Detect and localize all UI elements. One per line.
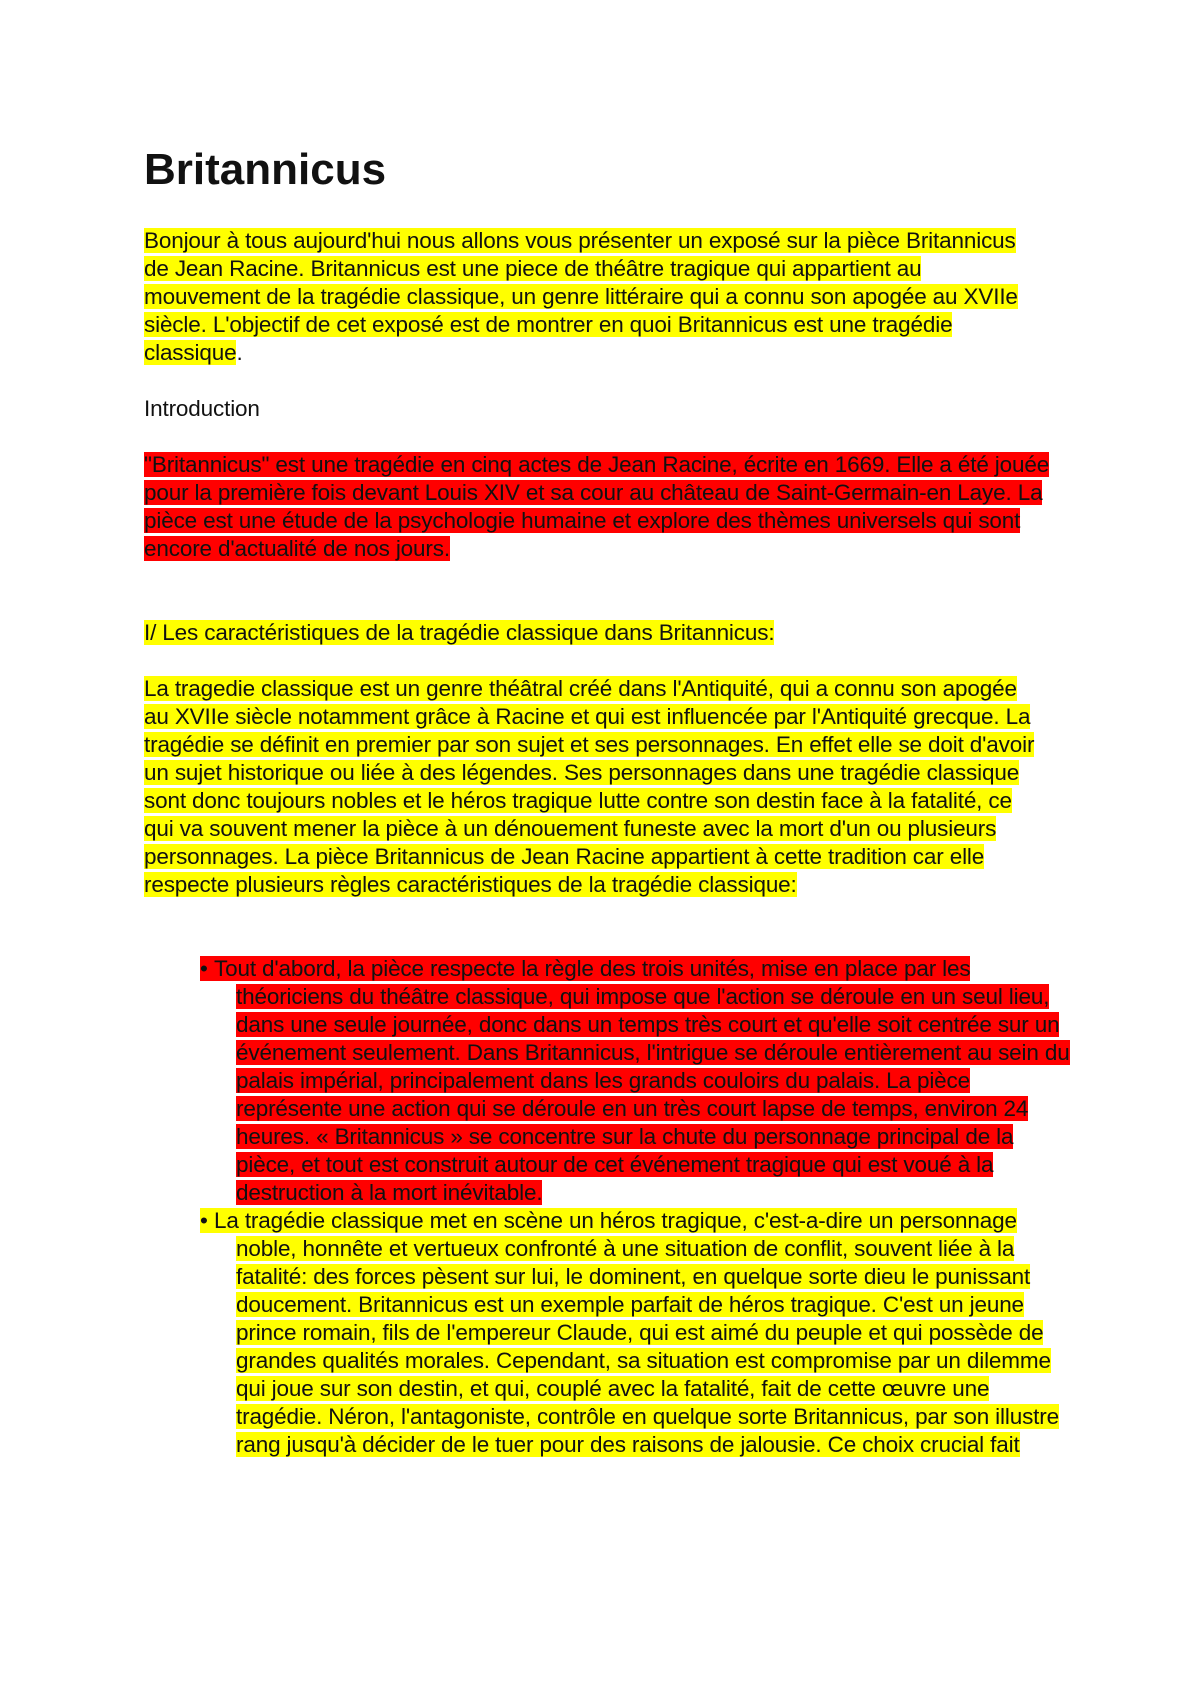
bullet-icon: • <box>200 956 208 981</box>
section-paragraph-text: La tragedie classique est un genre théâtral créé dans l'Antiquité, qui a connu son apogée au XVIIe siècle notamment grâce à Racine et qui est influencée par l'Antiquité grecque. La tragédie se définit en premier par son sujet et ses personnages. En effet elle se doit d'avoir un sujet historique ou liée à des légendes. Ses personnages dans une tragédie classique sont donc toujours nobles et le héros tragique lutte contre son destin face à la fatalité, ce qui va souvent mener la pièce à un dénouement funeste avec la mort d'un ou plusieurs personnages. La pièce Britannicus de Jean Racine appartient à cette tradition car elle respecte plusieurs règles caractéristiques de la tragédie classique: <box>144 676 1035 897</box>
section-heading <box>144 619 1034 647</box>
bullet-list <box>200 955 1070 1459</box>
bullet-icon: • <box>200 1208 208 1233</box>
introduction-heading: Introduction <box>144 396 260 421</box>
introduction-paragraph <box>144 451 1064 563</box>
list-item <box>200 955 1070 1207</box>
section-paragraph <box>144 675 1044 899</box>
intro-paragraph-end: . <box>236 340 243 365</box>
intro-paragraph <box>144 227 1034 367</box>
document-title: Britannicus <box>144 145 387 194</box>
intro-paragraph-text: Bonjour à tous aujourd'hui nous allons vous présenter un exposé sur la pièce Britannicus de Jean Racine. Britannicus est une piece de théâtre tragique qui appartient au mouvement de la tragédie classique, un genre littéraire qui a connu son apogée au XVIIe siècle. L'objectif de cet exposé est de montrer en quoi Britannicus est une tragédie classique <box>144 228 1018 365</box>
introduction-paragraph-text: "Britannicus" est une tragédie en cinq actes de Jean Racine, écrite en 1669. Elle a été jouée pour la première fois devant Louis XIV et sa cour au château de Saint-Germain-en Laye. La pièce est une étude de la psychologie humaine et explore des thèmes universels qui sont encore d'actualité de nos jours. <box>144 452 1050 561</box>
list-item-text: La tragédie classique met en scène un héros tragique, c'est-a-dire un personnage noble, honnête et vertueux confronté à une situation de conflit, souvent liée à la fatalité: des forces pèsent sur lui, le dominent, en quelque sorte dieu le punissant doucement. Britannicus est un exemple parfait de héros tragique. C'est un jeune prince romain, fils de l'empereur Claude, qui est aimé du peuple et qui possède de grandes qualités morales. Cependant, sa situation est compromise par un dilemme qui joue sur son destin, et qui, couplé avec la fatalité, fait de cette œuvre une tragédie. Néron, l'antagoniste, contrôle en quelque sorte Britannicus, par son illustre rang jusqu'à décider de le tuer pour des raisons de jalousie. Ce choix crucial fait <box>214 1208 1059 1457</box>
list-item <box>200 1207 1070 1459</box>
section-heading-text: I/ Les caractéristiques de la tragédie classique dans Britannicus: <box>144 620 775 645</box>
list-item-text: Tout d'abord, la pièce respecte la règle des trois unités, mise en place par les théoriciens du théâtre classique, qui impose que l'action se déroule en un seul lieu, dans une seule journée, donc dans un temps très court et qu'elle soit centrée sur un événement seulement. Dans Britannicus, l'intrigue se déroule entièrement au sein du palais impérial, principalement dans les grands couloirs du palais. La pièce représente une action qui se déroule en un très court lapse de temps, environ 24 heures. « Britannicus » se concentre sur la chute du personnage principal de la pièce, et tout est construit autour de cet événement tragique qui est voué à la destruction à la mort inévitable. <box>214 956 1070 1205</box>
